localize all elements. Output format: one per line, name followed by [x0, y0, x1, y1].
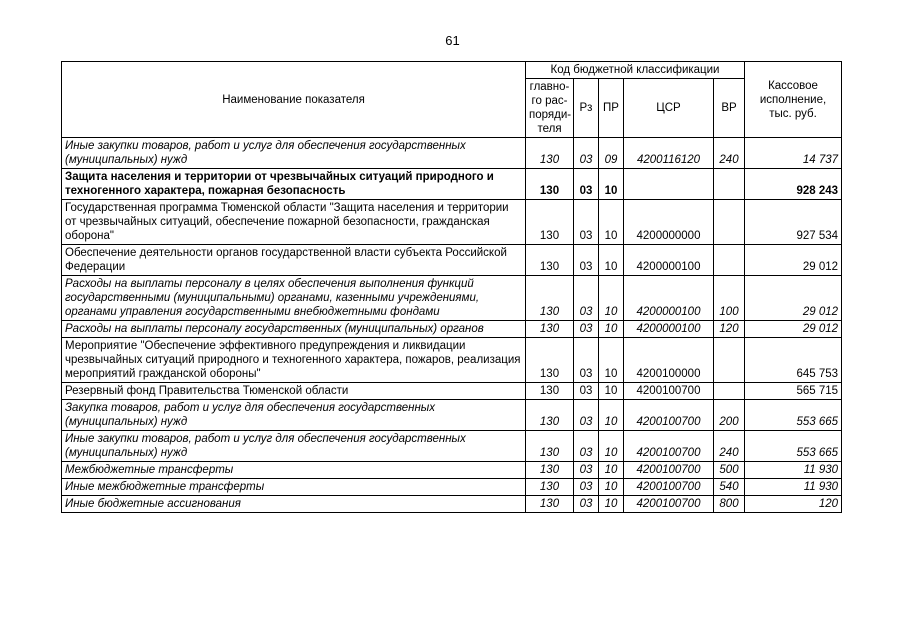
cell-pr: 10 [599, 245, 624, 276]
cell-vr: 120 [714, 321, 745, 338]
cell-name: Защита населения и территории от чрезвычайных ситуаций природного и техногенного характера, пожарная безопасность [62, 169, 526, 200]
cell-rz: 03 [574, 200, 599, 245]
cell-pr: 10 [599, 169, 624, 200]
cell-pr: 10 [599, 496, 624, 513]
cell-pr: 10 [599, 338, 624, 383]
cell-vr [714, 169, 745, 200]
cell-glavn: 130 [526, 431, 574, 462]
cell-csr: 4200000000 [624, 200, 714, 245]
cell-amount: 553 665 [745, 431, 842, 462]
cell-glavn: 130 [526, 200, 574, 245]
cell-amount: 120 [745, 496, 842, 513]
table-row [62, 400, 842, 431]
cell-csr [624, 169, 714, 200]
cell-glavn: 130 [526, 169, 574, 200]
cell-vr [714, 200, 745, 245]
cell-vr: 240 [714, 138, 745, 169]
cell-rz: 03 [574, 431, 599, 462]
cell-name: Межбюджетные трансферты [62, 462, 526, 479]
cell-vr: 240 [714, 431, 745, 462]
table-row [62, 200, 842, 245]
cell-glavn: 130 [526, 245, 574, 276]
header-vr: ВР [714, 79, 745, 138]
cell-amount: 645 753 [745, 338, 842, 383]
header-amount-line: исполнение, [759, 93, 827, 106]
cell-csr: 4200100700 [624, 383, 714, 400]
cell-name: Резервный фонд Правительства Тюменской области [62, 383, 526, 400]
cell-rz: 03 [574, 245, 599, 276]
header-csr: ЦСР [624, 79, 714, 138]
table-row [62, 169, 842, 200]
header-pr: ПР [599, 79, 624, 138]
table-row [62, 496, 842, 513]
cell-amount: 14 737 [745, 138, 842, 169]
cell-csr: 4200100700 [624, 400, 714, 431]
header-glavn [526, 79, 574, 138]
table-row [62, 462, 842, 479]
header-code-group: Код бюджетной классификации [526, 62, 745, 79]
cell-pr: 10 [599, 462, 624, 479]
table-row [62, 321, 842, 338]
cell-csr: 4200000100 [624, 276, 714, 321]
cell-rz: 03 [574, 462, 599, 479]
cell-vr [714, 245, 745, 276]
cell-glavn: 130 [526, 338, 574, 383]
cell-csr: 4200100700 [624, 496, 714, 513]
cell-name: Иные закупки товаров, работ и услуг для обеспечения государственных (муниципальных) нужд [62, 138, 526, 169]
cell-rz: 03 [574, 400, 599, 431]
cell-vr: 500 [714, 462, 745, 479]
cell-name: Иные межбюджетные трансферты [62, 479, 526, 496]
cell-amount: 928 243 [745, 169, 842, 200]
header-glavn-line: главно- [529, 81, 570, 93]
cell-glavn: 130 [526, 276, 574, 321]
cell-csr: 4200100700 [624, 462, 714, 479]
cell-csr: 4200000100 [624, 245, 714, 276]
cell-rz: 03 [574, 321, 599, 338]
cell-pr: 10 [599, 321, 624, 338]
cell-glavn: 130 [526, 321, 574, 338]
budget-table [61, 61, 842, 513]
cell-vr: 800 [714, 496, 745, 513]
cell-csr: 4200100000 [624, 338, 714, 383]
cell-amount: 553 665 [745, 400, 842, 431]
table-row [62, 276, 842, 321]
cell-glavn: 130 [526, 496, 574, 513]
cell-amount: 927 534 [745, 200, 842, 245]
cell-csr: 4200000100 [624, 321, 714, 338]
cell-name: Иные бюджетные ассигнования [62, 496, 526, 513]
cell-rz: 03 [574, 276, 599, 321]
table-row [62, 431, 842, 462]
cell-vr [714, 383, 745, 400]
table-body [62, 138, 842, 513]
cell-name: Мероприятие "Обеспечение эффективного предупреждения и ликвидации чрезвычайных ситуаций природного и техногенного характера, пожаров, реализация мероприятий гражданской обороны" [62, 338, 526, 383]
header-rz: Рз [574, 79, 599, 138]
cell-name: Расходы на выплаты персоналу в целях обеспечения выполнения функций государственными (муниципальными) органами, казенными учреждениями, органами управления государственными внебюджетными фондами [62, 276, 526, 321]
header-glavn-line: го рас- [531, 95, 568, 107]
cell-amount: 29 012 [745, 321, 842, 338]
cell-amount: 565 715 [745, 383, 842, 400]
cell-rz: 03 [574, 496, 599, 513]
cell-pr: 09 [599, 138, 624, 169]
cell-name: Иные закупки товаров, работ и услуг для обеспечения государственных (муниципальных) нужд [62, 431, 526, 462]
cell-glavn: 130 [526, 400, 574, 431]
cell-vr [714, 338, 745, 383]
cell-csr: 4200100700 [624, 431, 714, 462]
cell-vr: 200 [714, 400, 745, 431]
cell-amount: 29 012 [745, 276, 842, 321]
table-row [62, 245, 842, 276]
cell-rz: 03 [574, 383, 599, 400]
cell-vr: 100 [714, 276, 745, 321]
cell-amount: 29 012 [745, 245, 842, 276]
cell-rz: 03 [574, 479, 599, 496]
cell-csr: 4200116120 [624, 138, 714, 169]
cell-glavn: 130 [526, 462, 574, 479]
cell-pr: 10 [599, 276, 624, 321]
table-row [62, 383, 842, 400]
cell-glavn: 130 [526, 383, 574, 400]
cell-pr: 10 [599, 479, 624, 496]
cell-amount: 11 930 [745, 462, 842, 479]
cell-pr: 10 [599, 200, 624, 245]
cell-name: Обеспечение деятельности органов государственной власти субъекта Российской Федерации [62, 245, 526, 276]
cell-glavn: 130 [526, 479, 574, 496]
cell-vr: 540 [714, 479, 745, 496]
cell-rz: 03 [574, 338, 599, 383]
table-row [62, 479, 842, 496]
cell-amount: 11 930 [745, 479, 842, 496]
cell-name: Закупка товаров, работ и услуг для обеспечения государственных (муниципальных) нужд [62, 400, 526, 431]
cell-pr: 10 [599, 400, 624, 431]
cell-rz: 03 [574, 138, 599, 169]
cell-pr: 10 [599, 383, 624, 400]
header-amount-line: Кассовое [768, 79, 818, 92]
cell-name: Государственная программа Тюменской области "Защита населения и территории от чрезвычайных ситуаций, обеспечение пожарной безопасности, гражданская оборона" [62, 200, 526, 245]
header-amount [745, 62, 842, 138]
table-row [62, 138, 842, 169]
cell-pr: 10 [599, 431, 624, 462]
header-amount-line: тыс. руб. [769, 107, 817, 120]
header-glavn-line: теля [537, 123, 562, 135]
header-name: Наименование показателя [62, 62, 526, 138]
cell-csr: 4200100700 [624, 479, 714, 496]
page-number: 61 [445, 33, 460, 48]
cell-name: Расходы на выплаты персоналу государственных (муниципальных) органов [62, 321, 526, 338]
cell-rz: 03 [574, 169, 599, 200]
header-glavn-line: поряди- [529, 109, 572, 121]
table-row [62, 338, 842, 383]
cell-glavn: 130 [526, 138, 574, 169]
